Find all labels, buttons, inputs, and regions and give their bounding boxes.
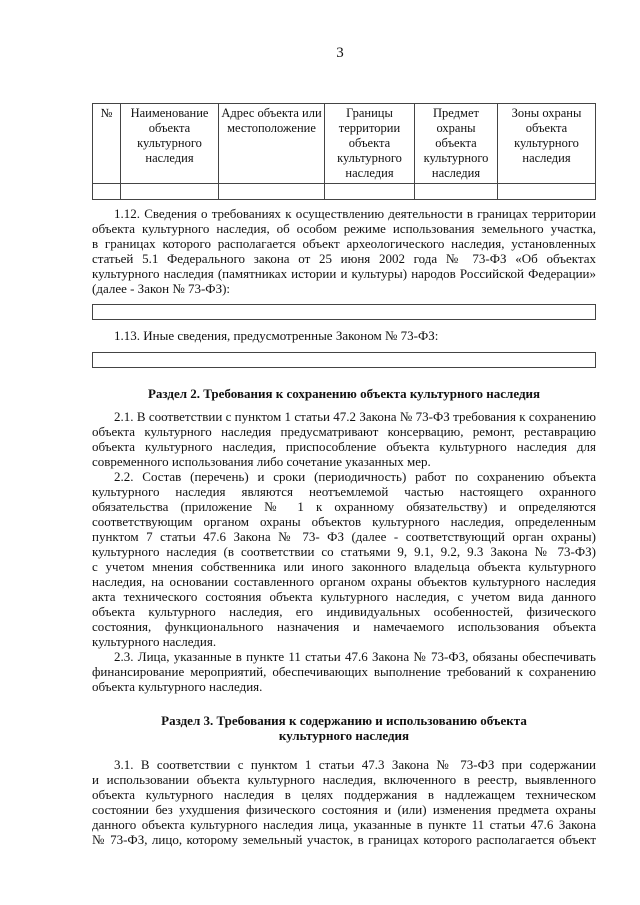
heading-line: Раздел 3. Требования к содержанию и использованию объекта [161,713,527,728]
text-line: объекта культурного наследия. [92,679,263,694]
table-header-cell: Зоны охраны объекта культурного наследия [498,104,596,184]
paragraph-1-13 [92,328,596,343]
text-line: современного использования либо сочетание указанных мер. [92,454,431,469]
table-header-cell: Границы территории объекта культурного наследия [325,104,415,184]
text-line: в границах которого располагается объект археологического наследия, установленных [92,236,596,251]
table-header-cell: Наименование объекта культурного наследия [121,104,219,184]
text-line: 3.1. В соответствии с пунктом 1 статьи 47.3 Закона № 73-ФЗ при содержании [114,757,596,772]
text-line: данного объекта культурного наследия лица, указанные в пункте 11 статьи 47.6 Закона [92,817,596,832]
table-cell [219,184,325,200]
table-row [93,184,596,200]
text-line: культурного наследия (памятниках истории и культуры) народов Российской Федерации» [92,266,596,281]
section-2-body [92,409,596,694]
heritage-object-table [92,103,596,200]
text-line: состоянии без ухудшения физического состояния и (или) изменения предмета охраны [92,802,596,817]
text-line: культурного наследия (в соответствии со статьями 9, 9.1, 9.2, 9.3 Закона № 73-ФЗ) [92,544,596,559]
text-line: с учетом мнения собственника или иного законного владельца объекта культурного [92,559,596,574]
table-header-cell: № [93,104,121,184]
text-line: объекта культурного наследия, его индивидуальных особенностей, физического [92,604,596,619]
table-cell [498,184,596,200]
text-line: соответствующим органом охраны объектов культурного наследия, определенным [92,514,596,529]
text-line: и использовании объекта культурного наследия, включенного в реестр, выявленного [92,772,596,787]
text-line: 2.1. В соответствии с пунктом 1 статьи 47.2 Закона № 73-ФЗ требования к сохранению [114,409,596,424]
table-header-cell: Адрес объекта или местоположение [219,104,325,184]
text-line: 1.12. Сведения о требованиях к осуществлению деятельности в границах территории [114,206,596,221]
text-line: объекта культурного наследия предусматривают консервацию, ремонт, реставрацию [92,424,596,439]
text-line: пунктом 7 статьи 47.6 Закона № 73- ФЗ (далее - соответствующий орган охраны) [92,529,596,544]
table-cell [93,184,121,200]
text-line: 1.13. Иные сведения, предусмотренные Законом № 73-ФЗ: [114,328,439,343]
text-line: объекта культурного наследия, приспособление объекта культурного наследия для [92,439,596,454]
text-line: № 73-ФЗ, лицо, которому земельный участок, в границах которого располагается объект [92,832,596,847]
empty-field-box [92,304,596,320]
paragraph-1-12 [92,206,596,296]
text-line: наследия, на основании составленного органом охраны объектов культурного наследия [92,574,596,589]
text-line: объекта культурного наследия, об особом режиме использования земельного участка, [92,221,596,236]
text-line: финансирование мероприятий, обеспечивающих выполнение требований к сохранению [92,664,596,679]
table-cell [325,184,415,200]
empty-field-box [92,352,596,368]
text-line: культурного наследия являются неотъемлемой частью настоящего охранного [92,484,596,499]
text-line: (далее - Закон № 73-ФЗ): [92,281,231,296]
table-cell [415,184,498,200]
text-line: акта технического состояния объекта культурного наследия, с учетом вида данного [92,589,596,604]
paragraph-3-1 [92,757,596,847]
section-2-heading: Раздел 2. Требования к сохранению объекта культурного наследия [147,386,541,401]
table-header-row [93,104,596,184]
table-header-cell: Предмет охраны объекта культурного наследия [415,104,498,184]
page-number: 3 [336,45,344,61]
text-line: культурного наследия. [92,634,217,649]
text-line: состояния, функционального назначения и намечаемого использования объекта [92,619,596,634]
text-line: статьей 5.1 Федерального закона от 25 июня 2002 года № 73-ФЗ «Об объектах [92,251,596,266]
text-line: объекта культурного наследия в целях поддержания в надлежащем техническом [92,787,596,802]
text-line: 2.2. Состав (перечень) и сроки (периодичность) работ по сохранению объекта [114,469,596,484]
table-cell [121,184,219,200]
section-3-heading [92,713,596,743]
text-line: обязательства (приложение № 1 к охранному обязательству) и определяются [92,499,596,514]
heading-line: культурного наследия [278,728,410,743]
text-line: 2.3. Лица, указанные в пункте 11 статьи 47.6 Закона № 73-ФЗ, обязаны обеспечивать [114,649,596,664]
